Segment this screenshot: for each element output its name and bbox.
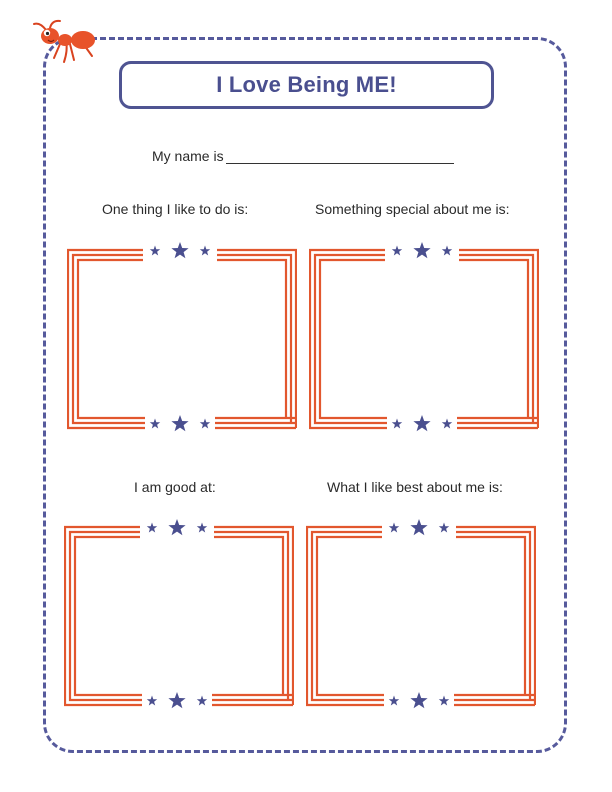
star-icon xyxy=(392,246,402,256)
star-icon xyxy=(150,246,160,256)
ant-icon xyxy=(30,18,104,74)
star-icon xyxy=(389,523,399,533)
star-icon xyxy=(168,519,185,535)
star-icon xyxy=(413,242,430,258)
star-icon xyxy=(197,523,207,533)
name-prompt: My name is xyxy=(152,148,224,164)
drawing-frame[interactable] xyxy=(64,515,294,709)
box-label-something-special: Something special about me is: xyxy=(315,201,510,217)
star-icon xyxy=(439,523,449,533)
drawing-frame[interactable] xyxy=(306,515,536,709)
drawing-frame[interactable] xyxy=(309,238,539,432)
star-icon xyxy=(410,519,427,535)
name-row xyxy=(152,146,454,164)
box-label-good-at: I am good at: xyxy=(134,479,216,495)
name-field[interactable] xyxy=(226,149,454,164)
star-icon xyxy=(147,523,157,533)
box-label-like-to-do: One thing I like to do is: xyxy=(102,201,249,217)
box-label-like-best: What I like best about me is: xyxy=(327,479,503,495)
drawing-frame[interactable] xyxy=(67,238,297,432)
star-icon xyxy=(171,242,188,258)
star-icon xyxy=(200,246,210,256)
star-icon xyxy=(442,246,452,256)
page-title: I Love Being ME! xyxy=(119,61,494,109)
